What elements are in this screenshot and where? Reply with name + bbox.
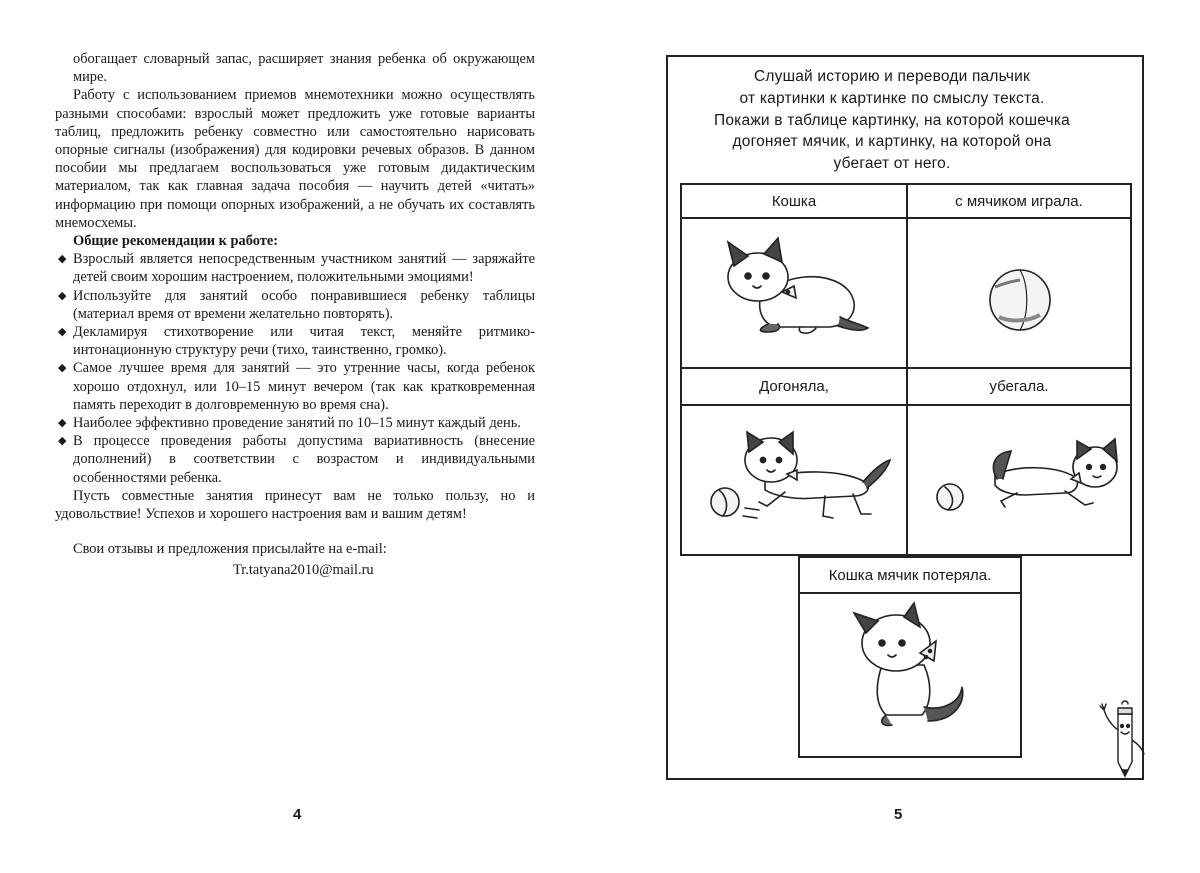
left-page	[55, 50, 535, 580]
ball-illustration	[985, 265, 1055, 335]
diamond-bullet-icon: ◆	[58, 253, 67, 266]
caption-lost-ball: Кошка мячик потеряла.	[828, 566, 992, 584]
caption-ran-away: убегала.	[989, 378, 1049, 395]
page-number-right: 5	[894, 806, 903, 823]
closing-paragraph: Пусть совместные занятия принесут вам не только пользу, но и удовольствие! Успехов и хорошего настроения вам и вашим детям!	[55, 487, 535, 523]
caption-chased: Догоняла,	[759, 378, 829, 395]
instruction-text: Слушай историю и переводи пальчик от картинки к картинке по смыслу текста. Покажи в таблице картинку, на которой кошечка догоняет мячик, и картинку, на которой она убегает от него.	[714, 68, 1070, 173]
cat-running-away-illustration	[925, 435, 1125, 525]
diamond-bullet-icon: ◆	[58, 289, 67, 302]
table-divider	[798, 592, 1022, 594]
page-number-left: 4	[293, 806, 302, 823]
paragraph-methods: Работу с использованием приемов мнемотехники можно осуществлять разными способами: взрослый может предложить уже готовые варианты таблиц, предложить ребенку совместно или самостоятельно нарисовать опорные сигналы (изображения) для кодировки речевых образов. В данном пособии мы предлагаем воспользоваться уже готовым дидактическим материалом, так как главная задача пособия — научить детей «читать» информацию при помощи опорных изображений, а не обучать их составлять мнемосхемы.	[55, 87, 535, 231]
sitting-cat-illustration	[842, 603, 972, 733]
diamond-bullet-icon: ◆	[58, 417, 67, 430]
cat-chasing-ball-illustration	[705, 430, 895, 530]
email-address[interactable]: Tr.tatyana2010@mail.ru	[233, 562, 374, 579]
table-divider	[680, 217, 1132, 219]
paragraph-intro: обогащает словарный запас, расширяет знания ребенка об окружающем мире.	[73, 51, 535, 86]
list-item: ◆ Наиболее эффективно проведение занятий по 10–15 минут каждый день.	[58, 415, 521, 432]
recommendations-heading: Общие рекомендации к работе:	[73, 233, 279, 250]
list-item: ◆ Самое лучшее время для занятий — это утренние часы, когда ребенок хорошо отдохнул, или 10–15 минут вечером (так как кратковременная память переходит в долговременную во время сна).	[58, 360, 535, 413]
lying-cat-illustration	[720, 232, 870, 337]
list-item: ◆ Декламируя стихотворение или читая текст, меняйте ритмико-интонационную структуру речи (тихо, таинственно, громко).	[58, 324, 535, 359]
list-item: ◆ В процессе проведения работы допустима вариативность (внесение дополнений) в соответствии с возрастом и индивидуальными особенностями ребенка.	[58, 433, 535, 486]
diamond-bullet-icon: ◆	[58, 435, 67, 448]
diamond-bullet-icon: ◆	[58, 362, 67, 375]
table-divider	[680, 404, 1132, 406]
list-item: ◆ Используйте для занятий особо понравившиеся ребенку таблицы (материал время от времени желательно повторять).	[58, 287, 535, 322]
pencil-mascot-icon	[1098, 700, 1148, 780]
list-item: ◆ Взрослый является непосредственным участником занятий — заряжайте детей своим хорошим настроением, положительными эмоциями!	[58, 251, 535, 286]
recommendations-list	[55, 250, 535, 487]
diamond-bullet-icon: ◆	[58, 326, 67, 339]
email-label: Свои отзывы и предложения присылайте на e-mail:	[73, 541, 387, 558]
caption-cat: Кошка	[771, 192, 817, 210]
caption-played-with-ball: с мячиком играла.	[955, 192, 1083, 210]
